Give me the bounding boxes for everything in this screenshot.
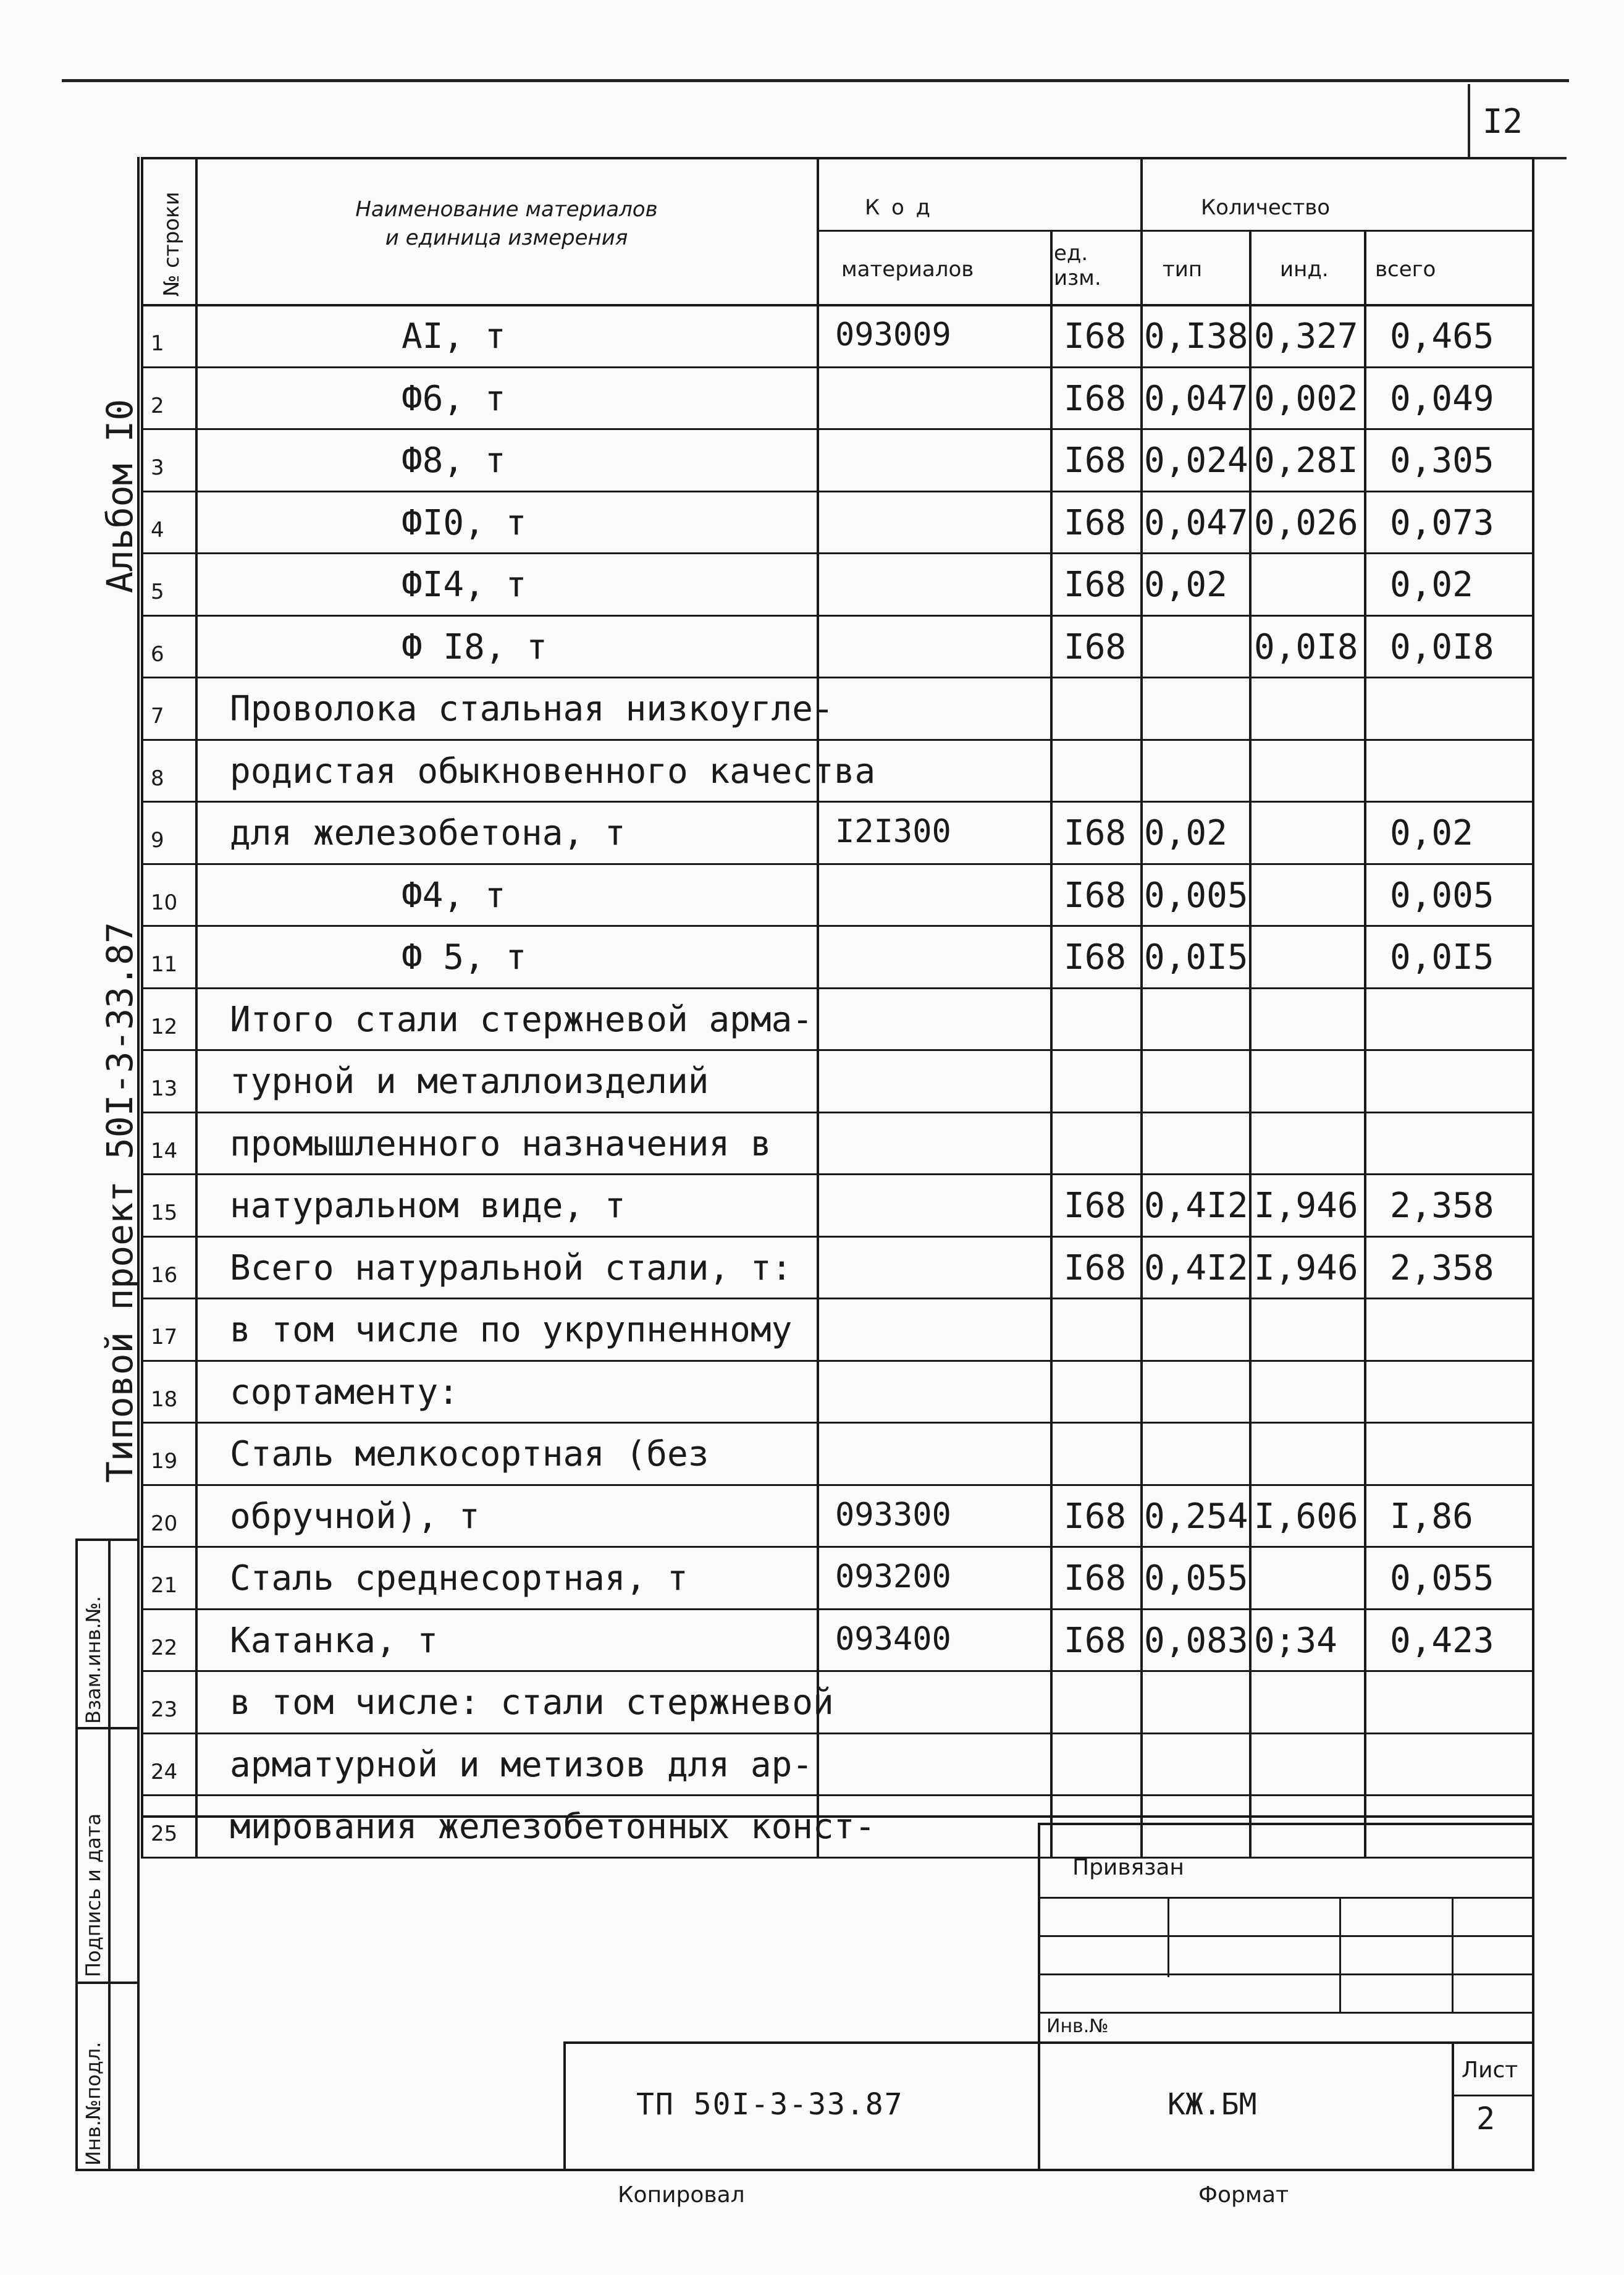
qty-typ: 0,047 [1144, 503, 1248, 543]
qty-total: 0,055 [1390, 1558, 1494, 1598]
material-name: натуральном виде, т [230, 1186, 626, 1226]
row-line [141, 1173, 1534, 1175]
row-number: 8 [151, 766, 164, 791]
material-name: AI, т [402, 316, 506, 357]
unit-code: I68 [1064, 1621, 1127, 1661]
tb-col-1 [1168, 1897, 1169, 1977]
qty-ind: 0,026 [1254, 503, 1358, 543]
row-number: 9 [151, 828, 164, 853]
row-number: 17 [151, 1325, 178, 1349]
qty-typ: 0,083 [1144, 1621, 1248, 1661]
row-number: 19 [151, 1449, 178, 1474]
row-line [141, 1422, 1534, 1424]
header-row-no: № строки [159, 192, 184, 297]
material-code: 093009 [835, 316, 951, 353]
tb-sheet-col [1452, 2041, 1454, 2171]
unit-code: I68 [1064, 627, 1127, 667]
qty-total: 0,02 [1390, 813, 1473, 853]
header-ind: инд. [1280, 257, 1329, 282]
stamp-label-signature: Подпись и дата [82, 1813, 105, 1977]
row-number: 16 [151, 1263, 178, 1288]
stamp-label-replace: Взам.инв.№. [82, 1595, 105, 1724]
qty-total: 0,0I5 [1390, 937, 1494, 977]
stamp-row-1 [75, 1538, 140, 1541]
row-line [141, 1794, 1534, 1796]
unit-code: I68 [1064, 441, 1127, 481]
sheet-top-rule [62, 79, 1569, 82]
unit-code: I68 [1064, 316, 1127, 357]
header-unit-code: ед. изм. [1054, 241, 1101, 290]
row-line [141, 428, 1534, 430]
tb-main-left [563, 2041, 566, 2171]
stamp-col-mid [108, 1538, 111, 2171]
qty-typ: 0,254 [1144, 1496, 1248, 1537]
material-name: Итого стали стержневой арма- [230, 1000, 814, 1040]
row-number: 23 [151, 1697, 178, 1722]
material-name: Катанка, т [230, 1621, 439, 1661]
material-code: 093300 [835, 1496, 951, 1534]
material-name: в том числе: стали стержневой [230, 1682, 834, 1723]
tb-doc-mark: КЖ.БМ [1168, 2087, 1257, 2122]
tb-doc-number: ТП 50I-3-33.87 [636, 2087, 904, 2122]
tb-col-3 [1452, 1897, 1454, 2012]
qty-total: 0,0I8 [1390, 627, 1494, 667]
row-number: 11 [151, 952, 178, 977]
tb-frame-left [1038, 1823, 1040, 2169]
row-number: 7 [151, 704, 164, 728]
material-name: обручной), т [230, 1496, 480, 1537]
material-name: мирования железобетонных конст- [230, 1807, 876, 1847]
material-name: арматурной и метизов для ар- [230, 1745, 814, 1785]
col-line-name [817, 157, 819, 1857]
row-number: 10 [151, 890, 178, 915]
col-line-no [195, 157, 198, 1857]
row-number: 24 [151, 1760, 178, 1784]
qty-typ: 0,02 [1144, 565, 1227, 605]
row-number: 2 [151, 394, 164, 418]
unit-code: I68 [1064, 1186, 1127, 1226]
row-number: 12 [151, 1015, 178, 1039]
qty-typ: 0,024 [1144, 441, 1248, 481]
material-name: Ф4, т [402, 876, 506, 916]
material-code: 093400 [835, 1621, 951, 1658]
col-line-typ [1249, 230, 1252, 1857]
header-total: всего [1375, 257, 1436, 282]
row-number: 15 [151, 1201, 178, 1225]
row-line [141, 491, 1534, 492]
qty-typ: 0,047 [1144, 379, 1248, 419]
qty-typ: 0,I38 [1144, 316, 1248, 357]
material-name: Ф 5, т [402, 937, 527, 977]
material-name: Сталь среднесортная, т [230, 1558, 688, 1598]
row-number: 3 [151, 455, 164, 480]
qty-total: 0,005 [1390, 876, 1494, 916]
row-line [141, 552, 1534, 554]
unit-code: I68 [1064, 1248, 1127, 1288]
header-code-group: К о д [865, 195, 933, 220]
qty-typ: 0,4I2 [1144, 1186, 1248, 1226]
tb-col-2 [1339, 1897, 1341, 2012]
row-line [141, 863, 1534, 865]
row-line [141, 1112, 1534, 1113]
material-name: турной и металлоизделий [230, 1062, 709, 1102]
row-number: 14 [151, 1139, 178, 1163]
qty-total: 0,073 [1390, 503, 1494, 543]
row-line [141, 925, 1534, 927]
row-number: 18 [151, 1387, 178, 1412]
row-line [141, 1608, 1534, 1610]
qty-total: 0,049 [1390, 379, 1494, 419]
album-label: Альбом I0 [99, 399, 141, 593]
qty-total: 0,305 [1390, 441, 1494, 481]
header-bottom-line [141, 304, 1534, 306]
row-line [141, 739, 1534, 741]
sheet-number: I2 [1483, 102, 1523, 141]
row-number: 4 [151, 518, 164, 542]
unit-code: I68 [1064, 813, 1127, 853]
material-name: Проволока стальная низкоугле- [230, 689, 834, 729]
table-top-line [141, 157, 1534, 159]
stamp-col-left [75, 1538, 78, 2171]
qty-ind: 0,002 [1254, 379, 1358, 419]
row-line [141, 677, 1534, 678]
qty-typ: 0,4I2 [1144, 1248, 1248, 1288]
tb-sheet-value: 2 [1476, 2101, 1496, 2137]
unit-code: I68 [1064, 876, 1127, 916]
row-line [141, 801, 1534, 803]
tb-line-1 [1038, 1897, 1534, 1899]
row-line [141, 366, 1534, 368]
col-line-ind [1364, 230, 1366, 1857]
row-number: 1 [151, 331, 164, 356]
qty-total: 0,423 [1390, 1621, 1494, 1661]
qty-typ: 0,02 [1144, 813, 1227, 853]
material-name: ФI4, т [402, 565, 527, 605]
header-mid-line [817, 230, 1534, 232]
unit-code: I68 [1064, 1558, 1127, 1598]
row-number: 5 [151, 580, 164, 604]
row-number: 13 [151, 1076, 178, 1101]
qty-ind: 0;34 [1254, 1621, 1337, 1661]
row-number: 21 [151, 1573, 178, 1598]
col-line-unit [1140, 157, 1143, 1857]
stamp-label-original: Инв.№подл. [82, 2041, 105, 2166]
footer-format: Формат [1198, 2182, 1289, 2208]
tb-main-top [563, 2041, 1534, 2044]
tb-line-4 [1038, 2012, 1534, 2014]
row-line [141, 1670, 1534, 1672]
qty-ind: I,946 [1254, 1186, 1358, 1226]
row-line [141, 1049, 1534, 1051]
material-name: в том числе по укрупненному [230, 1310, 793, 1350]
qty-ind: 0,327 [1254, 316, 1358, 357]
unit-code: I68 [1064, 1496, 1127, 1537]
material-code: I2I300 [835, 813, 951, 850]
material-name: Ф I8, т [402, 627, 548, 667]
qty-typ: 0,0I5 [1144, 937, 1248, 977]
footer-copied: Копировал [618, 2182, 745, 2208]
material-name: промышленного назначения в [230, 1124, 772, 1164]
material-name: сортаменту: [230, 1372, 459, 1412]
stamp-row-4 [75, 2169, 140, 2171]
col-line-code [1050, 230, 1053, 1857]
row-line [141, 1236, 1534, 1238]
row-line [141, 987, 1534, 989]
qty-total: 0,02 [1390, 565, 1473, 605]
material-name: Ф8, т [402, 441, 506, 481]
tb-line-3 [1038, 1973, 1534, 1975]
tb-frame-top [1038, 1823, 1534, 1825]
qty-typ: 0,055 [1144, 1558, 1248, 1598]
row-line [141, 1484, 1534, 1486]
project-label: Типовой проект 50I-3-33.87 [99, 922, 141, 1483]
col-line-right [1532, 157, 1534, 1857]
unit-code: I68 [1064, 379, 1127, 419]
qty-ind: 0,0I8 [1254, 627, 1358, 667]
header-qty-group: Количество [1201, 195, 1331, 220]
unit-code: I68 [1064, 565, 1127, 605]
qty-ind: 0,28I [1254, 441, 1358, 481]
material-code: 093200 [835, 1558, 951, 1595]
qty-total: I,86 [1390, 1496, 1473, 1537]
row-line [141, 1733, 1534, 1734]
row-line [141, 1360, 1534, 1362]
qty-total: 2,358 [1390, 1186, 1494, 1226]
header-name: Наименование материалов и единица измерения [355, 197, 658, 250]
qty-ind: I,606 [1254, 1496, 1358, 1537]
tb-sheet-label: Лист [1462, 2058, 1518, 2083]
material-name: Всего натуральной стали, т: [230, 1248, 793, 1288]
col-line-left [141, 157, 143, 1857]
row-number: 25 [151, 1821, 178, 1846]
tb-inv-label: Инв.№ [1046, 2015, 1109, 2037]
row-line [141, 1857, 1534, 1859]
stamp-row-2 [75, 1727, 140, 1729]
row-line [141, 615, 1534, 617]
header-typ: тип [1163, 257, 1203, 282]
tb-line-2 [1038, 1935, 1534, 1937]
unit-code: I68 [1064, 503, 1127, 543]
material-name: родистая обыкновенного качества [230, 751, 876, 791]
row-number: 6 [151, 642, 164, 667]
tb-attached-label: Привязан [1072, 1855, 1184, 1880]
stamp-row-3 [75, 1982, 140, 1984]
row-number: 22 [151, 1636, 178, 1660]
material-name: Сталь мелкосортная (без [230, 1434, 709, 1474]
unit-code: I68 [1064, 937, 1127, 977]
tb-sheet-divider [1452, 2095, 1534, 2096]
row-line [141, 1298, 1534, 1299]
material-name: ФI0, т [402, 503, 527, 543]
tb-frame-right [1532, 1823, 1534, 2169]
qty-typ: 0,005 [1144, 876, 1248, 916]
qty-total: 2,358 [1390, 1248, 1494, 1288]
material-name: для железобетона, т [230, 813, 626, 853]
row-line [141, 1546, 1534, 1548]
material-name: Ф6, т [402, 379, 506, 419]
header-material-code: материалов [841, 257, 974, 282]
tb-bottom [137, 2169, 1534, 2171]
qty-total: 0,465 [1390, 316, 1494, 357]
row-number: 20 [151, 1511, 178, 1536]
qty-ind: I,946 [1254, 1248, 1358, 1288]
